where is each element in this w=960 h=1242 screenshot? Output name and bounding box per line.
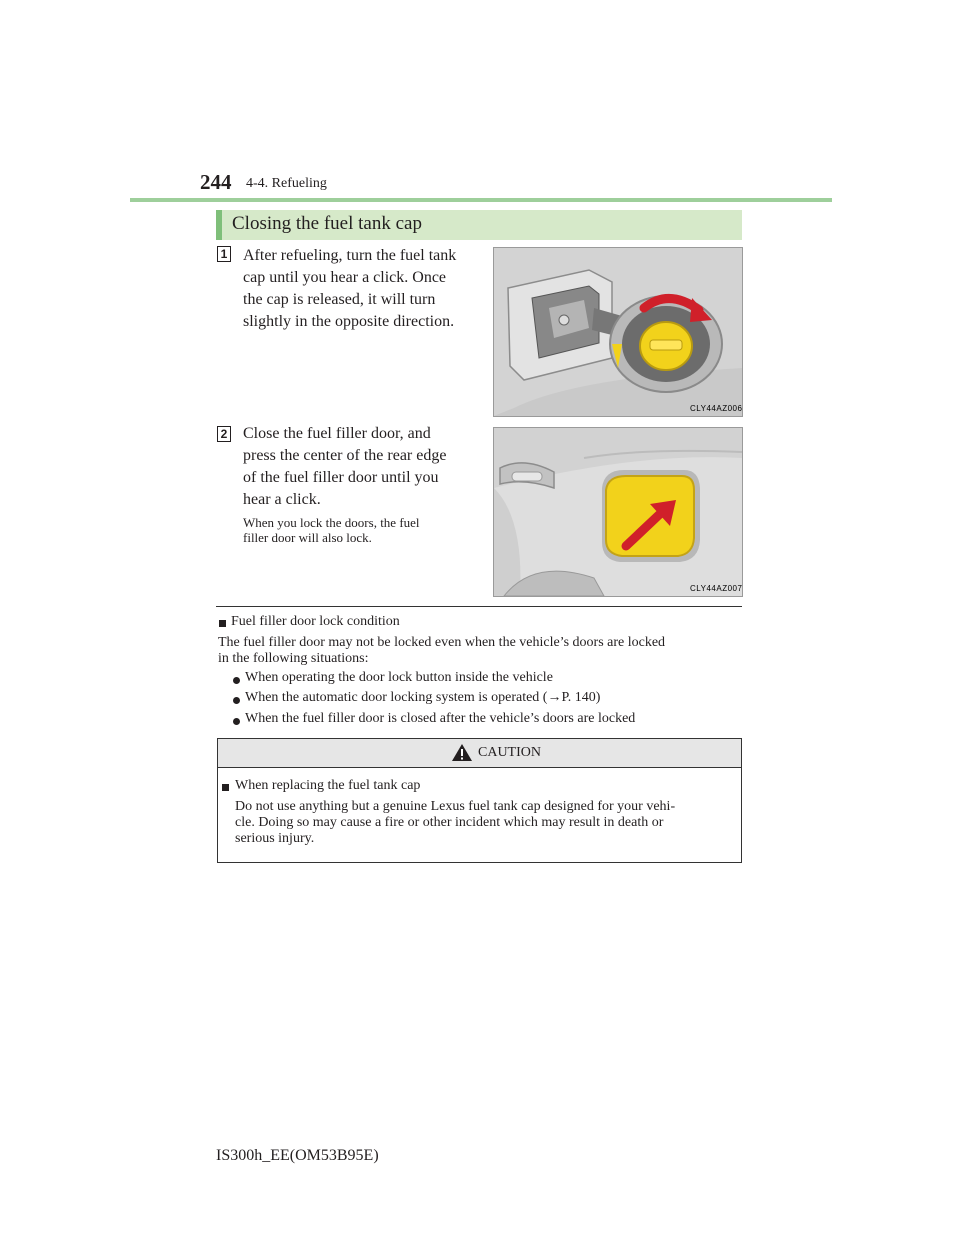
info-body [218,635,742,667]
warning-triangle-icon [451,743,473,762]
info-body-line: in the following situations: [218,651,369,666]
info-heading: Fuel filler door lock condition [231,614,400,629]
info-list-item: When operating the door lock button inside the vehicle [245,670,553,685]
figure-code: CLY44AZ007 [690,584,742,593]
caution-body-line: Do not use anything but a genuine Lexus fuel tank cap designed for your vehi- [235,799,676,814]
page-number: 244 [200,170,232,194]
step-2-note-line: When you lock the doors, the fuel [243,515,420,530]
bullet-dot-icon [233,718,240,725]
step-1-line: slightly in the opposite direction. [243,313,455,330]
caution-body-line: serious injury. [235,831,315,846]
figure-code: CLY44AZ006 [690,404,742,413]
step-2-badge: 2 [217,426,231,442]
step-1-line: cap until you hear a click. Once [243,269,447,286]
step-2-note [243,515,477,545]
section-heading: Closing the fuel tank cap [232,213,422,234]
step-2-note-line: filler door will also lock. [243,530,372,545]
step-1-line: the cap is released, it will turn [243,291,436,308]
step-2-line: of the fuel filler door until you [243,469,439,486]
step-2-text [243,423,477,511]
fuel-door-drawing [494,428,742,596]
bullet-dot-icon [233,697,240,704]
caution-label: CAUTION [478,745,541,760]
fuel-cap-drawing [494,248,742,416]
info-list-item: When the automatic door locking system is operated (→P. 140) [245,690,601,705]
info-list-item: When the fuel filler door is closed after the vehicle’s doors are locked [245,711,636,726]
model-code-footer: IS300h_EE(OM53B95E) [216,1147,379,1164]
section-heading-bar [216,210,742,240]
caution-body-line: cle. Doing so may cause a fire or other incident which may result in death or [235,815,664,830]
square-bullet-icon [222,784,229,791]
step-2-line: press the center of the rear edge [243,447,447,464]
step-1-line: After refueling, turn the fuel tank [243,247,457,264]
step-2-line: hear a click. [243,491,321,508]
header-rule [130,198,832,202]
step-1-text [243,245,477,333]
caution-body [235,799,735,847]
bullet-dot-icon [233,677,240,684]
info-body-line: The fuel filler door may not be locked even when the vehicle’s doors are locked [218,635,666,650]
fuel-cap-illustration [493,247,743,417]
square-bullet-icon [219,620,226,627]
fuel-door-illustration [493,427,743,597]
content-divider [216,606,742,607]
step-1-badge: 1 [217,246,231,262]
caution-header [218,739,741,768]
section-title: 4-4. Refueling [246,176,327,191]
caution-heading: When replacing the fuel tank cap [235,778,421,793]
caution-box [217,738,742,863]
step-2-line: Close the fuel filler door, and [243,425,431,442]
